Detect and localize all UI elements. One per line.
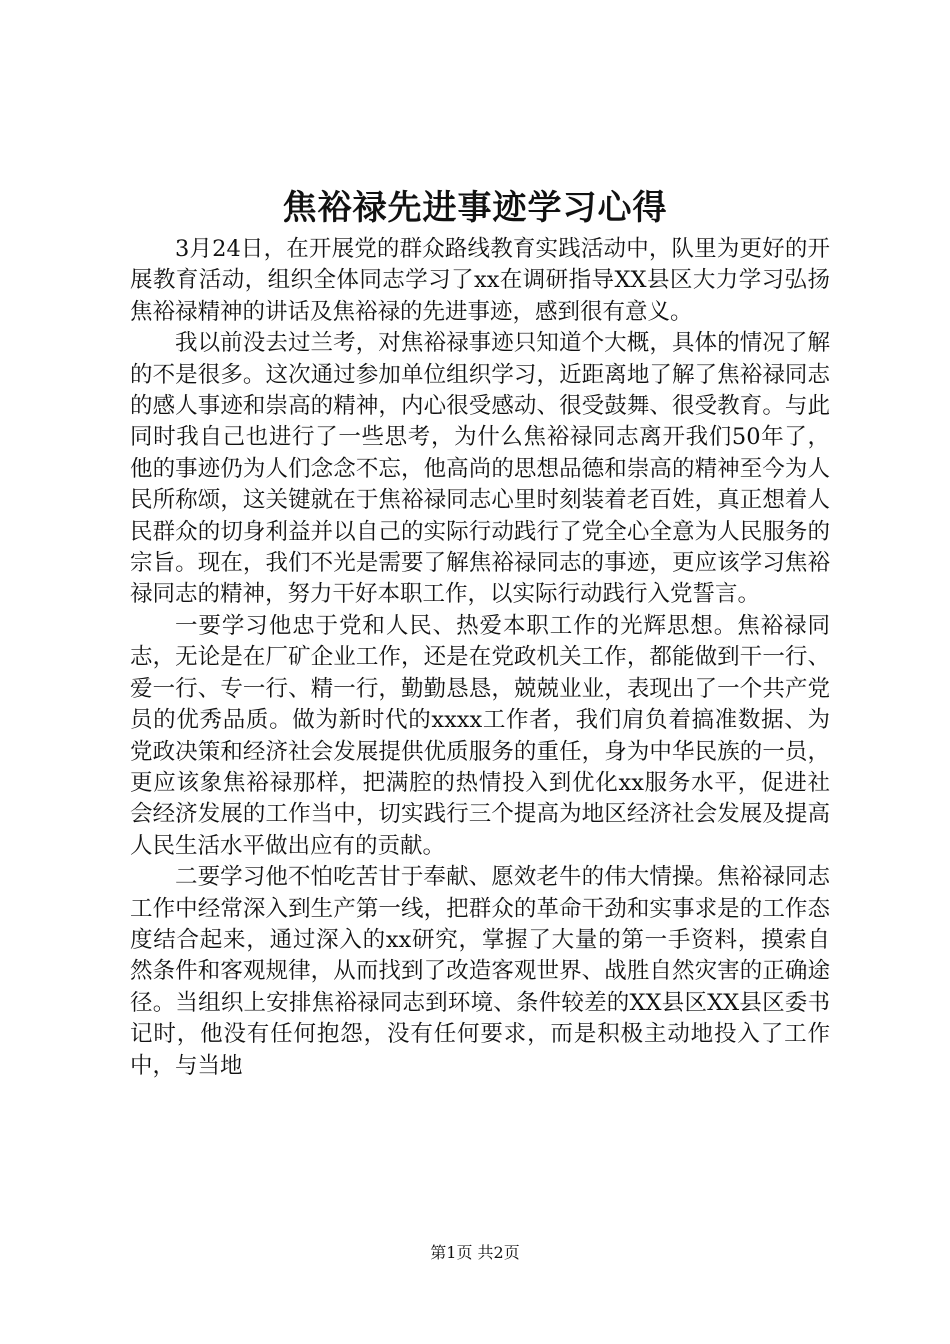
paragraph-4: 二要学习他不怕吃苦甘于奉献、愿效老牛的伟大情操。焦裕禄同志工作中经常深入到生产第一线，把群众的革命干劲和实事求是的工作态度结合起来，通过深入的xx研究，掌握了大量的第一手资料，摸索自然条件和客观规律，从而找到了改造客观世界、战胜自然灾害的正确途径。当组织上安排焦裕禄同志到环境、条件较差的XX县区XX县区委书记时，他没有任何抱怨，没有任何要求，而是积极主动地投入了工作中，与当地 [130, 864, 830, 1079]
paragraph-3: 一要学习他忠于党和人民、热爱本职工作的光辉思想。焦裕禄同志，无论是在厂矿企业工作，还是在党政机关工作，都能做到干一行、爱一行、专一行、精一行，勤勤恳恳，兢兢业业，表现出了一个共产党员的优秀品质。做为新时代的xxxx工作者，我们肩负着搞准数据、为党政决策和经济社会发展提供优质服务的重任，身为中华民族的一员，更应该象焦裕禄那样，把满腔的热情投入到优化xx服务水平，促进社会经济发展的工作当中，切实践行三个提高为地区经济社会发展及提高人民生活水平做出应有的贡献。 [130, 612, 830, 859]
paragraph-1: 3月24日，在开展党的群众路线教育实践活动中，队里为更好的开展教育活动，组织全体同志学习了xx在调研指导XX县区大力学习弘扬焦裕禄精神的讲话及焦裕禄的先进事迹，感到很有意义。 [130, 236, 830, 325]
document-body [130, 234, 830, 1082]
document-title: 焦裕禄先进事迹学习心得 [282, 188, 668, 228]
paragraph-2: 我以前没去过兰考，对焦裕禄事迹只知道个大概，具体的情况了解的不是很多。这次通过参加单位组织学习，近距离地了解了焦裕禄同志的感人事迹和崇高的精神，内心很受感动、很受鼓舞、很受教育。与此同时我自己也进行了一些思考，为什么焦裕禄同志离开我们50年了，他的事迹仍为人们念念不忘，他高尚的思想品德和崇高的精神至今为人民所称颂，这关键就在于焦裕禄同志心里时刻装着老百姓，真正想着人民群众的切身利益并以自己的实际行动践行了党全心全意为人民服务的宗旨。现在，我们不光是需要了解焦裕禄同志的事迹，更应该学习焦裕禄同志的精神，努力干好本职工作，以实际行动践行入党誓言。 [130, 330, 830, 608]
page-footer: 第1页 共2页 [430, 1243, 520, 1262]
